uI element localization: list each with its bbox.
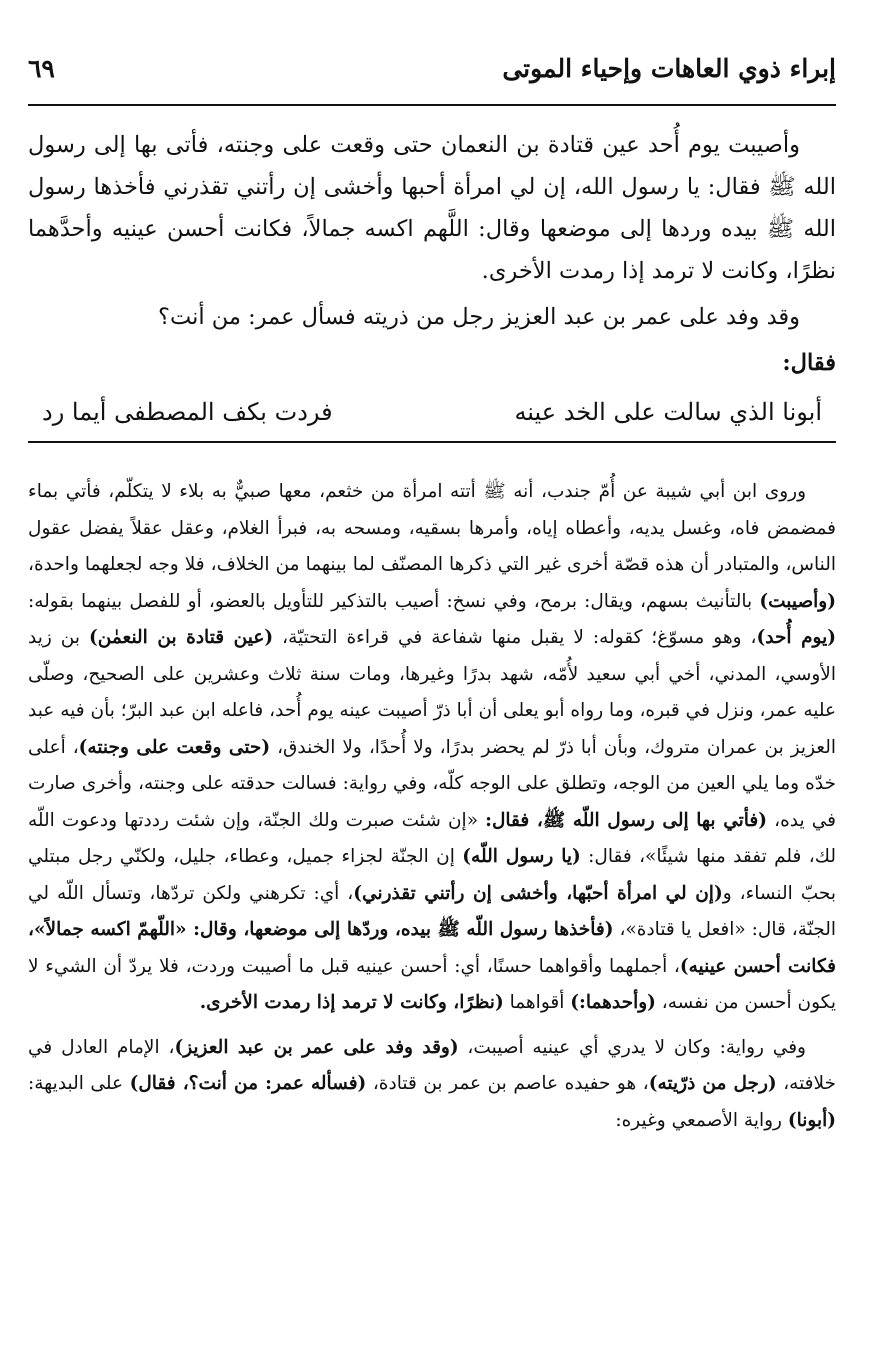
commentary-run: بن زيد الأوسي، المدني، أخي أبي سعيد لأُمّه، شهد بدرًا وغيرها، ومات سنة ثلاث وعشرين على الصحيح، وصلّى عليه عمر، ونزل في قبره، وما رواه أبو يعلى أن أبا ذرّ أصيبت عينه يوم أُحد، فاعله ابن عبد البرّ؛ بأن فيه عبد العزيز بن عمران متروك، وبأن أبا ذرّ لم يحضر بدرًا، ولا أُحدًا، ولا الخندق، [28,627,836,758]
main-paragraph: وأصيبت يوم أُحد عين قتادة بن النعمان حتى وقعت على وجنته، فأتى بها إلى رسول الله ﷺ فقال: يا رسول الله، إن لي امرأة أحبها وأخشى إن رأتني تقذرني فأخذها رسول الله ﷺ بيده وردها إلى موضعها وقال: اللَّهم اكسه جمالاً، فكانت أحسن عينيه وأحدَّهما نظرًا، وكانت لا ترمد إذا رمدت الأخرى. [28,132,836,284]
commentary-run: ، الإمام العادل في خلافته، [28,1036,836,1094]
commentary-text [28,474,836,1147]
main-qala: فقال: [782,350,836,376]
commentary-run: ، أي: تكرهني ولكن تردّها، وتسأل اللّه لي الجنّة، قال: «افعل يا قتادة»، [28,882,836,940]
main-paragraph: وقد وفد على عمر بن عبد العزيز رجل من ذريته فسأل عمر: من أنت؟ [158,304,800,330]
quoted-main-text: (وأحدهما:) [570,992,656,1013]
quoted-main-text: (إن لي امرأة أحبّها، وأخشى إن رأتني تقذرني) [353,882,723,904]
commentary-divider [28,441,836,443]
commentary-paragraph [28,1030,836,1140]
commentary-run: وروى ابن أبي شيبة عن أُمّ جندب، أنه ﷺ أتته امرأة من خثعم، معها صبيٌّ به بلاء لا يتكلّم، فأتي بماء فمضمض فاه، وغسل يديه، وأعطاه إياه، وأمرها بسقيه، ومسحه به، فبرأ الغلام، وعقل عقلاً يفضل عقول الناس، والمتبادر أن هذه قصّة أخرى غير التي ذكرها المصنّف لما بينهما من الخلاف، فلا وجه لجعلهما واحدة، [28,481,836,575]
commentary-run: ، وهو مسوّغ؛ كقوله: لا يقبل منها شفاعة في قراءة التحتيّة، [273,627,757,648]
chapter-title: إبراء ذوي العاهات وإحياء الموتى [502,54,836,83]
book-page [28,0,836,1360]
commentary-run: بالتأنيث بسهم، ويقال: برمح، وفي نسخ: أصيب بالتذكير للتأويل بالعضو، أو للفصل بينهما بقوله: [28,590,760,612]
header-rule [28,104,836,106]
quoted-main-text: (وقد وفد على عمر بن عبد العزيز) [174,1036,459,1058]
commentary-run: «إن شئت صبرت ولك الجنّة، وإن شئت رددتها ودعوت اللّه لك، فلم تفقد منها شيئًا»، فقال: [28,809,837,867]
commentary-run: على البديهة: [28,1073,130,1094]
commentary-run: إن الجنّة لجزاء جميل، وعطاء، جليل، ولكنّي رجل مبتلي بحبّ النساء، و [28,846,836,904]
commentary-run: ، أجملهما وأقواهما حسنًا، أي: أحسن عينيه قبل ما أصيبت وردت، فلا يردّ أن الشيء لا يكون أحسن من نفسه، [28,955,836,1013]
verse-second-hemistich: فردت بكف المصطفى أيما رد [42,398,333,426]
quoted-main-text: (فسأله عمر: من أنت؟، فقال) [129,1073,367,1094]
commentary-run: ، هو حفيده عاصم بن عمر بن قتادة، [366,1073,649,1094]
commentary-run: ، أعلى خدّه وما يلي العين من الوجه، وتطلق على الوجه كلّه، وفي رواية: فسالت حدقته على وجنته، وأخرى صارت في يده، [28,736,836,831]
page-number: ٦٩ [28,54,55,83]
quoted-main-text: (وأصيبت) [759,590,836,612]
quoted-main-text: (أبونا) [787,1109,836,1131]
commentary-run: وفي رواية: وكان لا يدري أي عينيه أصيبت، [458,1036,806,1058]
verse-first-hemistich: أبونا الذي سالت على الخد عينه [514,398,822,426]
quoted-main-text: (رجل من ذرّيته) [648,1073,777,1094]
quoted-main-text: (نظرًا، وكانت لا ترمد إذا رمدت الأخرى. [199,992,504,1013]
poetry-verse [42,398,822,438]
commentary-run: رواية الأصمعي وغيره: [615,1109,788,1131]
commentary-paragraph [28,474,836,1022]
running-header [28,50,836,94]
quoted-main-text: (فأخذها رسول اللّه ﷺ بيده، وردّها إلى موضعها، وقال: «اللّهمّ اكسه جمالاً»، فكانت أحسن عينيه) [28,919,836,977]
quoted-main-text: (عين قتادة بن النعمٰن) [89,627,274,648]
main-text [28,124,836,384]
quoted-main-text: (فأتي بها إلى رسول اللّه ﷺ، فقال: [485,809,768,831]
commentary-run: أقواهما [503,992,571,1013]
quoted-main-text: (يوم أُحد) [756,627,836,648]
quoted-main-text: (حتى وقعت على وجنته) [78,736,271,758]
quoted-main-text: (يا رسول اللّه) [462,846,581,867]
